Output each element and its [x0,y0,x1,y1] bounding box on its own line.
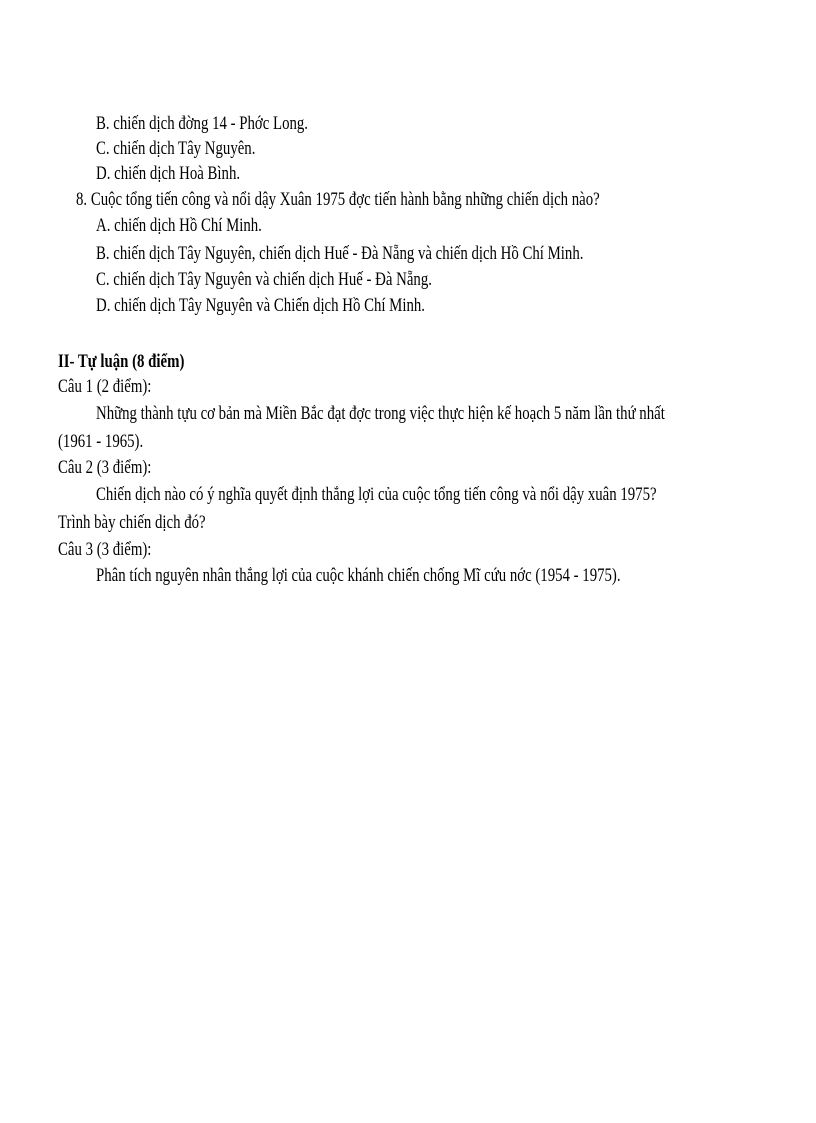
q7-option-c: C. chiến dịch Tây Nguyên. [96,138,256,159]
q3-text-line1: Phân tích nguyên nhân thắng lợi của cuộc khánh chiến chống Mĩ cứu nớc (1954 - 1975). [96,565,621,586]
section2-heading: II- Tự luận (8 điểm) [58,351,185,372]
q8-question: 8. Cuộc tổng tiến công và nổi dậy Xuân 1975 đợc tiến hành bằng những chiến dịch nào? [76,189,600,210]
q1-label: Câu 1 (2 điểm): [58,376,152,397]
q1-text-line1: Những thành tựu cơ bản mà Miền Bắc đạt đợc trong việc thực hiện kế hoạch 5 năm lần thứ nhất [96,403,665,424]
q3-label: Câu 3 (3 điểm): [58,539,152,560]
q2-text-line2: Trình bày chiến dịch đó? [58,512,206,533]
q8-option-a: A. chiến dịch Hồ Chí Minh. [96,215,262,236]
q7-option-b: B. chiến dịch đờng 14 - Phớc Long. [96,113,309,134]
q8-option-b: B. chiến dịch Tây Nguyên, chiến dịch Huế - Đà Nẵng và chiến dịch Hồ Chí Minh. [96,243,584,264]
q1-text-line2: (1961 - 1965). [58,431,144,452]
q7-option-d: D. chiến dịch Hoà Bình. [96,163,241,184]
q2-label: Câu 2 (3 điểm): [58,457,152,478]
q2-text-line1: Chiến dịch nào có ý nghĩa quyết định thắng lợi của cuộc tổng tiến công và nổi dậy xuân 1975? [96,484,657,505]
q8-option-d: D. chiến dịch Tây Nguyên và Chiến dịch Hồ Chí Minh. [96,295,426,316]
q8-option-c: C. chiến dịch Tây Nguyên và chiến dịch Huế - Đà Nẵng. [96,269,432,290]
